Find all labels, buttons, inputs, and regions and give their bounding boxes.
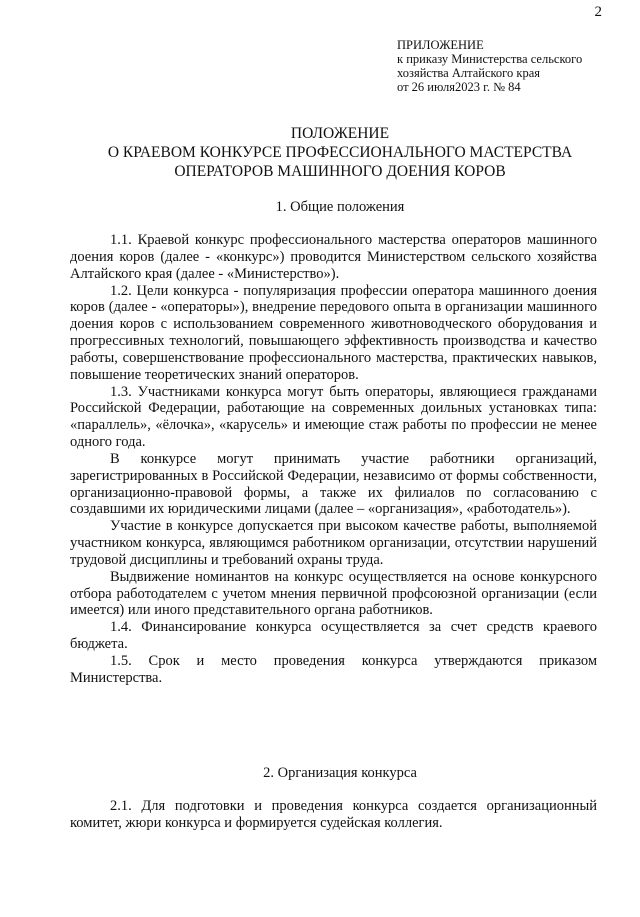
section-body xyxy=(70,232,597,687)
section-heading: 1. Общие положения xyxy=(275,199,405,215)
appendix-line: к приказу Министерства сельского xyxy=(397,52,583,66)
paragraph: 1.3. Участниками конкурса могут быть операторы, являющиеся гражданами Российской Федерации, работающие на современных доильных установках типа: «параллель», «ёлочка», «карусель» и имеющие стаж работы по профессии не менее одного года. xyxy=(70,383,597,450)
section-heading: 2. Организация конкурса xyxy=(263,765,417,781)
section-body xyxy=(70,798,597,832)
paragraph: 1.1. Краевой конкурс профессионального мастерства операторов машинного доения коров (далее - «конкурс») проводится Министерством сельского хозяйства Алтайского края (далее - «Министерство»). xyxy=(70,232,597,282)
paragraph: В конкурсе могут принимать участие работники организаций, зарегистрированных в Российской Федерации, независимо от формы собственности, организационно-правовой формы, а также их филиалов по согласованию с создавшими их юридическими лицами (далее – «организация», «работодатель»). xyxy=(70,450,597,518)
paragraph: 1.2. Цели конкурса - популяризация профессии оператора машинного доения коров (далее - «операторы»), внедрение передового опыта в организации машинного доения коров с использованием современного животноводческого оборудования и прогрессивных технологий, повышающего эффективность производства и качество работы, совершенствование профессионального мастерства, практических навыков, повышение теоретических знаний операторов. xyxy=(70,282,597,383)
appendix-block xyxy=(397,38,582,94)
title-line: ОПЕРАТОРОВ МАШИННОГО ДОЕНИЯ КОРОВ xyxy=(174,163,506,180)
paragraph: 2.1. Для подготовки и проведения конкурса создается организационный комитет, жюри конкурса и формируется судейская коллегия. xyxy=(70,798,597,831)
appendix-line: ПРИЛОЖЕНИЕ xyxy=(397,38,484,52)
paragraph: 1.4. Финансирование конкурса осуществляется за счет средств краевого бюджета. xyxy=(70,619,597,653)
page-number: 2 xyxy=(594,4,602,20)
paragraph: 1.5. Срок и место проведения конкурса утверждаются приказом Министерства. xyxy=(70,653,597,687)
appendix-line: от 26 июля2023 г. № 84 xyxy=(397,80,521,94)
title-line: ПОЛОЖЕНИЕ xyxy=(290,125,390,142)
paragraph: Участие в конкурсе допускается при высоком качестве работы, выполняемой участником конкурса, являющимся работником организации, отсутствии нарушений трудовой дисциплины и требований охраны труда. xyxy=(70,518,597,568)
paragraph: Выдвижение номинантов на конкурс осуществляется на основе конкурсного отбора работодателем с учетом мнения первичной профсоюзной организации (если имеется) или иного представительного органа работников. xyxy=(70,568,597,619)
document-title xyxy=(40,124,640,181)
title-line: О КРАЕВОМ КОНКУРСЕ ПРОФЕССИОНАЛЬНОГО МАСТЕРСТВА xyxy=(107,144,573,161)
appendix-line: хозяйства Алтайского края xyxy=(397,66,540,80)
